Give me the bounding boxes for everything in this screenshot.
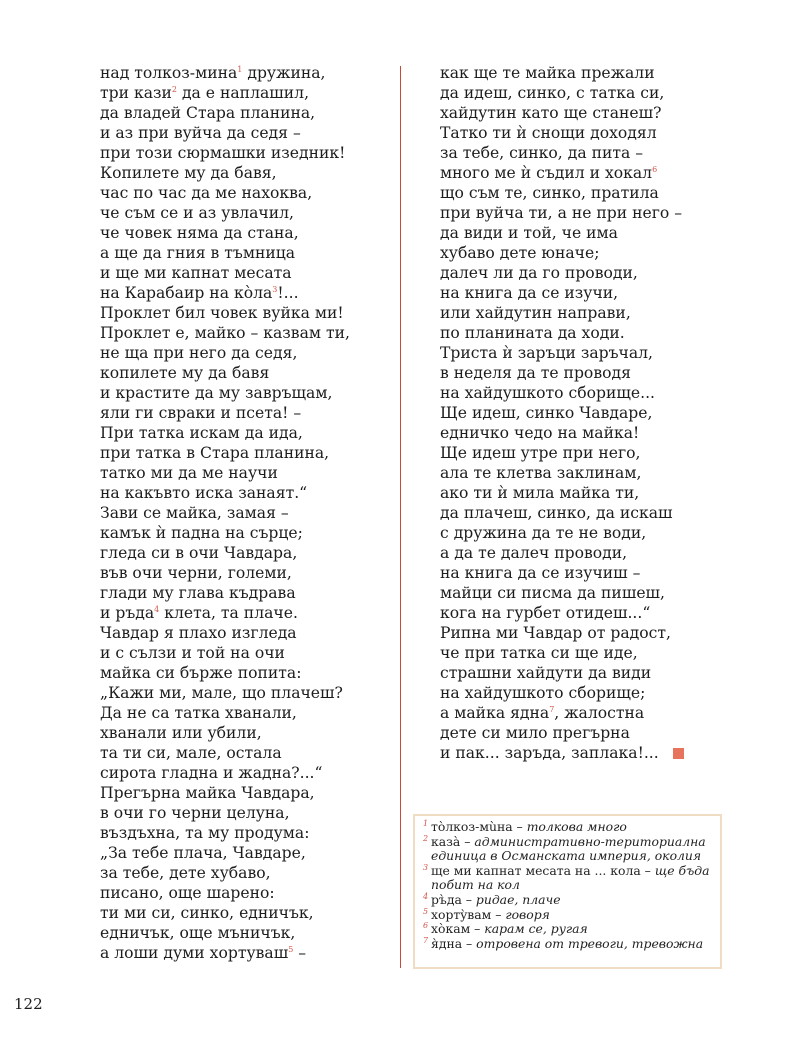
footnote-entry bbox=[423, 922, 716, 937]
poem-line bbox=[440, 323, 684, 343]
poem-line bbox=[440, 703, 684, 723]
footnote-marker: 1 bbox=[237, 65, 243, 74]
poem-line-text: Чавдар я плахо изгледа bbox=[100, 624, 297, 642]
poem-column-left bbox=[100, 63, 350, 963]
poem-line-text: не ща при него да седя, bbox=[100, 344, 298, 362]
footnote-definition: ридае, плаче bbox=[475, 891, 561, 907]
poem-line bbox=[440, 223, 684, 243]
poem-line-text: Копилете му да бавя, bbox=[100, 164, 277, 182]
footnote-dash: – bbox=[460, 833, 475, 849]
poem-line bbox=[100, 923, 350, 943]
poem-line bbox=[440, 203, 684, 223]
poem-line bbox=[440, 743, 684, 763]
footnote-marker: 2 bbox=[171, 85, 177, 94]
footnote-marker: 4 bbox=[154, 605, 160, 614]
poem-line bbox=[100, 483, 350, 503]
poem-line bbox=[100, 323, 350, 343]
footnote-entry bbox=[423, 835, 716, 864]
footnote-term: я̀дна bbox=[431, 935, 463, 951]
poem-line-text: при този сюрмашки изедник! bbox=[100, 144, 346, 162]
poem-line-text: че човек няма да стана, bbox=[100, 224, 299, 242]
poem-line bbox=[100, 903, 350, 923]
poem-line bbox=[100, 63, 350, 83]
poem-line bbox=[100, 663, 350, 683]
poem-line-text: и аз при вуйча да седя – bbox=[100, 124, 301, 142]
footnote-term: ще ми капнат месата на ... кола bbox=[431, 862, 641, 878]
poem-line-text: в очи го черни целуна, bbox=[100, 804, 290, 822]
poem-line bbox=[100, 163, 350, 183]
footnote-entry bbox=[423, 893, 716, 908]
poem-line bbox=[100, 443, 350, 463]
poem-line bbox=[100, 343, 350, 363]
poem-line-text: час по час да ме нахоква, bbox=[100, 184, 313, 202]
poem-line bbox=[100, 643, 350, 663]
poem-line bbox=[100, 223, 350, 243]
poem-line bbox=[100, 143, 350, 163]
poem-line-text: гледа си в очи Чавдара, bbox=[100, 544, 298, 562]
poem-line bbox=[100, 743, 350, 763]
poem-line bbox=[100, 583, 350, 603]
poem-line-text-end: , жалостна bbox=[554, 704, 645, 722]
poem-line bbox=[100, 243, 350, 263]
poem-line-text: хубаво дете юначе; bbox=[440, 244, 600, 262]
poem-line bbox=[100, 423, 350, 443]
poem-line bbox=[440, 583, 684, 603]
poem-line-text: копилете му да бавя bbox=[100, 364, 270, 382]
poem-line-text: ако ти ѝ мила майка ти, bbox=[440, 484, 640, 502]
poem-line bbox=[440, 483, 684, 503]
poem-line-text: Да не са татка хванали, bbox=[100, 704, 297, 722]
poem-line-text-end: да е наплашил, bbox=[177, 84, 310, 102]
footnote-definition: говоря bbox=[505, 906, 550, 922]
poem-line bbox=[100, 363, 350, 383]
poem-line-text: в неделя да те проводя bbox=[440, 364, 631, 382]
poem-line bbox=[100, 303, 350, 323]
footnote-number: 5 bbox=[423, 906, 429, 916]
footnote-definition: толкова много bbox=[526, 819, 627, 834]
poem-line bbox=[440, 343, 684, 363]
footnote-marker: 3 bbox=[272, 285, 278, 294]
footnote-marker: 7 bbox=[549, 705, 555, 714]
poem-line-text-end: – bbox=[293, 944, 307, 962]
footnote-definition: ще бъда побит на кол bbox=[431, 862, 710, 893]
poem-line bbox=[440, 403, 684, 423]
poem-line bbox=[440, 543, 684, 563]
poem-line bbox=[100, 203, 350, 223]
poem-line bbox=[100, 843, 350, 863]
poem-line bbox=[100, 863, 350, 883]
poem-line-text: и ще ми капнат месата bbox=[100, 264, 292, 282]
poem-line-text: на какъвто иска занаят.“ bbox=[100, 484, 308, 502]
poem-line-text: Ще идеш, синко Чавдаре, bbox=[440, 404, 653, 422]
footnote-entry bbox=[423, 820, 716, 835]
poem-line-text: във очи черни, големи, bbox=[100, 564, 292, 582]
poem-line bbox=[440, 363, 684, 383]
poem-line-text: Проклет бил човек вуйка ми! bbox=[100, 304, 344, 322]
footnote-term: тòлкоз-мùна bbox=[431, 819, 513, 834]
poem-line bbox=[100, 103, 350, 123]
poem-line-text: камък ѝ падна на сърце; bbox=[100, 524, 303, 542]
footnote-marker: 6 bbox=[652, 165, 658, 174]
poem-line-text: че съм се и аз увлачил, bbox=[100, 204, 294, 222]
poem-line-text: и пак... заръда, заплака!... bbox=[440, 744, 659, 762]
footnote-marker: 5 bbox=[288, 945, 294, 954]
poem-line-text: Зави се майка, замая – bbox=[100, 504, 289, 522]
footnote-number: 1 bbox=[423, 819, 429, 828]
poem-line-text: или хайдутин направи, bbox=[440, 304, 631, 322]
poem-line-text: при татка в Стара планина, bbox=[100, 444, 330, 462]
poem-line-text-end: дружина, bbox=[242, 64, 326, 82]
poem-line-text: писано, още шарено: bbox=[100, 884, 275, 902]
poem-line-text: на хайдушкото сборище; bbox=[440, 684, 646, 702]
poem-line-text: много ме ѝ съдил и хокал bbox=[440, 164, 653, 182]
poem-line-text: при вуйча ти, а не при него – bbox=[440, 204, 683, 222]
poem-line-text: да плачеш, синко, да искаш bbox=[440, 504, 673, 522]
poem-line-text: сирота гладна и жадна?...“ bbox=[100, 764, 323, 782]
poem-line-text: на Карабаир на кòла bbox=[100, 284, 273, 302]
footnote-number: 2 bbox=[423, 833, 429, 843]
poem-line bbox=[440, 463, 684, 483]
poem-line-text: а ще да гния в тъмница bbox=[100, 244, 296, 262]
footnote-dash: – bbox=[461, 891, 476, 907]
poem-line bbox=[440, 243, 684, 263]
poem-line bbox=[100, 623, 350, 643]
footnote-term: казà bbox=[431, 833, 461, 849]
poem-line bbox=[100, 503, 350, 523]
poem-line-text: Прегърна майка Чавдара, bbox=[100, 784, 315, 802]
poem-line bbox=[100, 463, 350, 483]
footnote-term: ръ̀да bbox=[431, 891, 462, 907]
footnote-dash: – bbox=[462, 935, 477, 951]
poem-line-text: Проклет е, майко – казвам ти, bbox=[100, 324, 350, 342]
poem-line-text: а майка ядна bbox=[440, 704, 550, 722]
poem-line bbox=[440, 263, 684, 283]
poem-line-text: „Кажи ми, мале, що плачеш? bbox=[100, 684, 343, 702]
poem-line-text: що съм те, синко, пратила bbox=[440, 184, 659, 202]
poem-line bbox=[100, 543, 350, 563]
poem-line-text: да види и той, че има bbox=[440, 224, 618, 242]
poem-line bbox=[440, 383, 684, 403]
poem-line-text: хайдутин като ще станеш? bbox=[440, 104, 662, 122]
poem-line bbox=[440, 63, 684, 83]
poem-line bbox=[440, 143, 684, 163]
poem-line-text: татко ми да ме научи bbox=[100, 464, 278, 482]
poem-line-text: на хайдушкото сборище... bbox=[440, 384, 655, 402]
poem-line-text: страшни хайдути да види bbox=[440, 664, 652, 682]
poem-line-text: хванали или убили, bbox=[100, 724, 262, 742]
footnote-dash: – bbox=[491, 906, 506, 922]
footnote-term: хортỳвам bbox=[431, 906, 492, 922]
poem-line-text: При татка искам да ида, bbox=[100, 424, 303, 442]
poem-line bbox=[100, 723, 350, 743]
poem-line-text: на книга да се изучи, bbox=[440, 284, 619, 302]
poem-line bbox=[100, 683, 350, 703]
poem-line bbox=[100, 783, 350, 803]
footnote-number: 4 bbox=[423, 891, 429, 901]
footnote-term: хòкам bbox=[431, 921, 471, 937]
poem-line bbox=[100, 883, 350, 903]
poem-line bbox=[100, 943, 350, 963]
footnote-definition: отровена от тревоги, тревожна bbox=[476, 935, 704, 951]
poem-line bbox=[100, 823, 350, 843]
footnote-dash: – bbox=[512, 819, 527, 834]
poem-line-text: далеч ли да го проводи, bbox=[440, 264, 638, 282]
poem-line bbox=[100, 123, 350, 143]
poem-line bbox=[100, 383, 350, 403]
poem-line-text: и крастите да му завръщам, bbox=[100, 384, 333, 402]
poem-line bbox=[440, 423, 684, 443]
poem-line-text-end: клета, та плаче. bbox=[159, 604, 298, 622]
poem-line-text: „За тебе плача, Чавдаре, bbox=[100, 844, 306, 862]
poem-line bbox=[440, 123, 684, 143]
poem-line bbox=[100, 603, 350, 623]
poem-line bbox=[440, 643, 684, 663]
poem-line bbox=[100, 83, 350, 103]
poem-line-text: с дружина да те не води, bbox=[440, 524, 647, 542]
poem-line-text: за тебе, дете хубаво, bbox=[100, 864, 271, 882]
poem-line bbox=[100, 563, 350, 583]
footnote-dash: – bbox=[470, 921, 485, 937]
poem-line bbox=[440, 663, 684, 683]
footnote-number: 6 bbox=[423, 921, 429, 931]
poem-line bbox=[440, 723, 684, 743]
poem-line-text: ти ми си, синко, едничък, bbox=[100, 904, 314, 922]
end-mark bbox=[673, 748, 684, 759]
poem-line bbox=[440, 283, 684, 303]
footnotes-box bbox=[413, 814, 722, 969]
poem-line-text: Татко ти ѝ снощи доходял bbox=[440, 124, 657, 142]
poem-line-text: едничък, още мъничък, bbox=[100, 924, 296, 942]
poem-line bbox=[440, 183, 684, 203]
poem-line bbox=[440, 163, 684, 183]
poem-line-text: че при татка си ще иде, bbox=[440, 644, 638, 662]
poem-line bbox=[100, 523, 350, 543]
poem-line-text: а да те далеч проводи, bbox=[440, 544, 628, 562]
poem-line bbox=[440, 83, 684, 103]
poem-line-text: майка си бърже попита: bbox=[100, 664, 302, 682]
poem-line bbox=[100, 283, 350, 303]
poem-line-text: Ще идеш утре при него, bbox=[440, 444, 641, 462]
poem-line-text: за тебе, синко, да пита – bbox=[440, 144, 644, 162]
poem-line-text: кога на гурбет отидеш...“ bbox=[440, 604, 651, 622]
poem-line bbox=[440, 683, 684, 703]
poem-line-text: да владей Стара планина, bbox=[100, 104, 316, 122]
footnote-number: 7 bbox=[423, 935, 429, 945]
poem-line bbox=[440, 503, 684, 523]
footnote-entry bbox=[423, 864, 716, 893]
poem-line-text: въздъхна, та му продума: bbox=[100, 824, 310, 842]
poem-line bbox=[440, 563, 684, 583]
poem-line-text: майци си писма да пишеш, bbox=[440, 584, 666, 602]
footnote-entry bbox=[423, 908, 716, 923]
footnote-definition: карам се, ругая bbox=[484, 921, 588, 937]
footnote-number: 3 bbox=[423, 862, 429, 872]
footnote-definition: административно-териториална единица в Османската империя, околия bbox=[431, 833, 706, 864]
poem-line-text: едничко чедо на майка! bbox=[440, 424, 640, 442]
poem-line-text: Триста ѝ заръци заръчал, bbox=[440, 344, 653, 362]
poem-line-text-end: !... bbox=[277, 284, 299, 302]
poem-line bbox=[100, 403, 350, 423]
poem-line-text: а лоши думи хортуваш bbox=[100, 944, 289, 962]
poem-line bbox=[100, 763, 350, 783]
page-number: 122 bbox=[14, 995, 43, 1013]
poem-line-text: по планината да ходи. bbox=[440, 324, 625, 342]
poem-line-text: да идеш, синко, с татка си, bbox=[440, 84, 665, 102]
poem-line-text: ала те клетва заклинам, bbox=[440, 464, 642, 482]
poem-line-text: яли ги свраки и псета! – bbox=[100, 404, 302, 422]
poem-line bbox=[100, 263, 350, 283]
poem-line-text: и ръда bbox=[100, 604, 155, 622]
poem-line-text: глади му глава къдрава bbox=[100, 584, 296, 602]
poem-column-right bbox=[440, 63, 684, 763]
poem-line-text: и с сълзи и той на очи bbox=[100, 644, 285, 662]
footnote-dash: – bbox=[640, 862, 655, 878]
poem-line-text: Рипна ми Чавдар от радост, bbox=[440, 624, 671, 642]
column-divider bbox=[400, 66, 401, 968]
poem-line-text: три кази bbox=[100, 84, 172, 102]
poem-line bbox=[440, 103, 684, 123]
poem-line bbox=[440, 303, 684, 323]
poem-line-text: на книга да се изучиш – bbox=[440, 564, 641, 582]
poem-line-text: дете си мило прегърна bbox=[440, 724, 630, 742]
poem-line bbox=[100, 703, 350, 723]
poem-line-text: та ти си, мале, остала bbox=[100, 744, 282, 762]
poem-line-text: над толкоз-мина bbox=[100, 64, 238, 82]
poem-line bbox=[440, 443, 684, 463]
poem-line bbox=[100, 803, 350, 823]
poem-line bbox=[440, 623, 684, 643]
footnote-entry bbox=[423, 937, 716, 952]
poem-line bbox=[100, 183, 350, 203]
poem-line bbox=[440, 603, 684, 623]
poem-line bbox=[440, 523, 684, 543]
poem-line-text: как ще те майка прежали bbox=[440, 64, 655, 82]
